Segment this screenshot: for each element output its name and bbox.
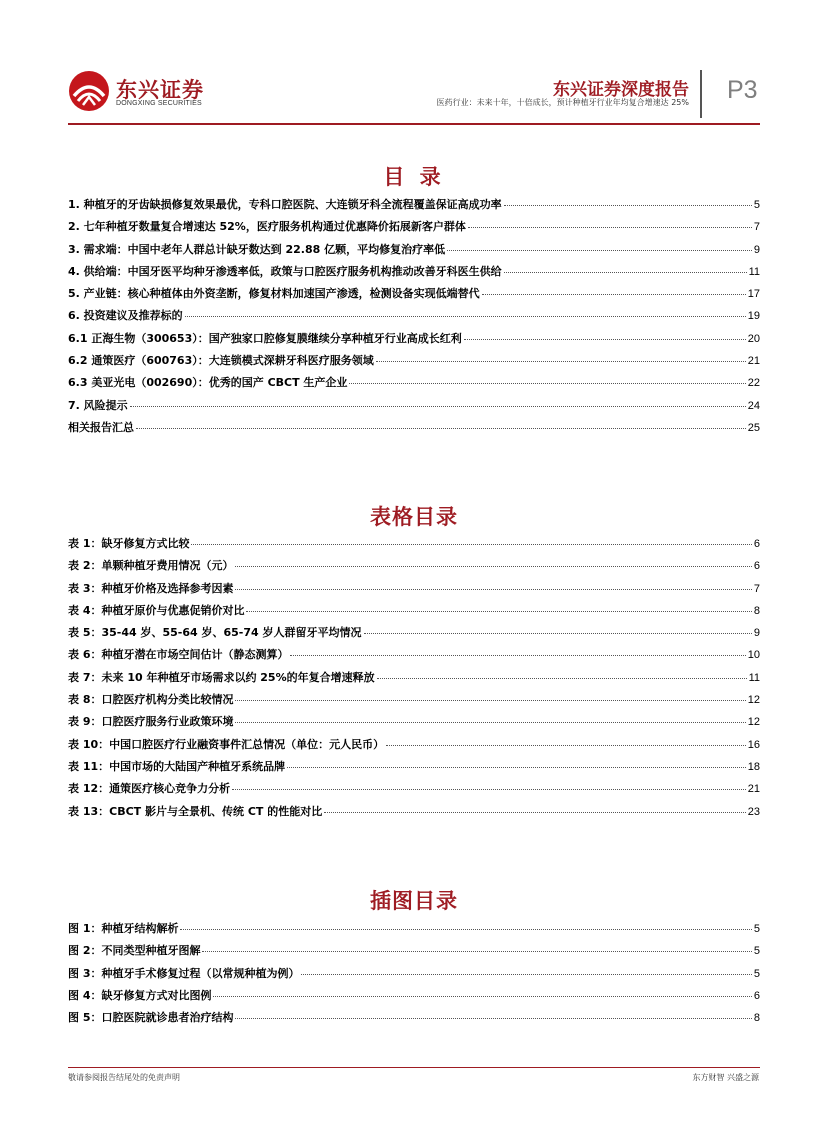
- company-name-cn: 东兴证券: [116, 78, 204, 102]
- toc-entry-text: 表 4：种植牙原价与优惠促销价对比: [68, 603, 245, 617]
- toc-entry-page: 23: [747, 805, 760, 818]
- toc-entry[interactable]: [68, 419, 760, 441]
- dot-leader: [377, 678, 747, 679]
- toc-entry-page: 21: [747, 783, 760, 796]
- toc-entry-text: 6.3 美亚光电（002690）：优秀的国产 CBCT 生产企业: [68, 376, 348, 390]
- toc-entry[interactable]: [68, 557, 760, 579]
- toc-entry-text: 表 12：通策医疗核心竞争力分析: [68, 782, 231, 796]
- tables-toc-title: 表格目录: [370, 505, 458, 529]
- toc-entry[interactable]: [68, 218, 760, 240]
- toc-entry-page: 12: [747, 716, 760, 729]
- toc-entry[interactable]: [68, 241, 760, 263]
- toc-entry[interactable]: [68, 920, 760, 942]
- report-title: 东兴证券深度报告: [553, 80, 689, 100]
- header-divider: [700, 70, 702, 118]
- footer-rule: [68, 1067, 760, 1068]
- toc-entry[interactable]: [68, 942, 760, 964]
- toc-entry-page: 5: [753, 199, 760, 211]
- dot-leader: [235, 1018, 751, 1019]
- toc-entry-text: 表 5：35-44 岁、55-64 岁、65-74 岁人群留牙平均情况: [68, 626, 362, 640]
- toc-entry-page: 6: [753, 538, 760, 550]
- toc-entry-page: 7: [753, 221, 760, 234]
- dot-leader: [185, 316, 746, 317]
- dot-leader: [180, 929, 751, 930]
- toc-entry-text: 6.2 通策医疗（600763）：大连锁模式深耕牙科医疗服务领域: [68, 354, 374, 368]
- header-rule: [68, 123, 760, 125]
- dot-leader: [301, 974, 751, 975]
- toc-entry-page: 6: [753, 989, 760, 1002]
- toc-entry-page: 10: [747, 649, 760, 662]
- toc-entry-text: 相关报告汇总: [68, 420, 134, 434]
- footer-slogan: 东方财智 兴盛之源: [692, 1073, 759, 1082]
- toc-entry[interactable]: [68, 602, 760, 624]
- toc-entry-text: 1. 种植牙的牙齿缺损修复效果最优，专科口腔医院、大连锁牙科全流程覆盖保证高成功率: [68, 198, 502, 211]
- dot-leader: [468, 227, 752, 228]
- toc-entry-page: 22: [747, 377, 760, 390]
- toc-entry[interactable]: [68, 374, 760, 396]
- toc-entry-text: 6. 投资建议及推荐标的: [68, 309, 183, 323]
- toc-list: [68, 196, 760, 441]
- dot-leader: [482, 294, 746, 295]
- toc-entry-page: 9: [753, 243, 760, 256]
- toc-entry-text: 表 3：种植牙价格及选择参考因素: [68, 581, 234, 595]
- toc-entry-text: 表 1：缺牙修复方式比较: [68, 537, 190, 550]
- toc-entry-text: 3. 需求端：中国中老年人群总计缺牙数达到 22.88 亿颗，平均修复治疗率低: [68, 242, 446, 256]
- dot-leader: [213, 996, 751, 997]
- toc-entry-page: 20: [747, 332, 760, 345]
- toc-entry-text: 表 9：口腔医疗服务行业政策环境: [68, 715, 234, 729]
- dot-leader: [349, 383, 745, 384]
- toc-entry-page: 8: [753, 604, 760, 617]
- toc-entry-page: 5: [753, 967, 760, 980]
- toc-entry-text: 图 2：不同类型种植牙图解: [68, 944, 201, 958]
- toc-entry-text: 图 4：缺牙修复方式对比图例: [68, 988, 212, 1002]
- toc-entry[interactable]: [68, 713, 760, 735]
- dot-leader: [324, 812, 746, 813]
- toc-entry-page: 16: [747, 738, 760, 751]
- toc-entry[interactable]: [68, 624, 760, 646]
- toc-entry[interactable]: [68, 397, 760, 419]
- toc-entry-text: 4. 供给端：中国牙医平均种牙渗透率低，政策与口腔医疗服务机构推动改善牙科医生供给: [68, 264, 502, 278]
- page-number: P3: [727, 76, 758, 104]
- toc-entry-text: 图 3：种植牙手术修复过程（以常规种植为例）: [68, 966, 300, 980]
- toc-entry-page: 19: [747, 310, 760, 323]
- toc-entry[interactable]: [68, 285, 760, 307]
- dot-leader: [191, 544, 751, 545]
- toc-entry-text: 图 1：种植牙结构解析: [68, 922, 179, 935]
- toc-title: 目 录: [383, 165, 445, 189]
- toc-entry-text: 表 6：种植牙潜在市场空间估计（静态测算）: [68, 648, 289, 662]
- toc-entry[interactable]: [68, 352, 760, 374]
- toc-entry-page: 6: [753, 560, 760, 573]
- toc-entry-page: 9: [753, 627, 760, 640]
- toc-entry-page: 25: [747, 421, 760, 434]
- dot-leader: [202, 951, 751, 952]
- toc-entry-page: 12: [747, 694, 760, 707]
- dot-leader: [464, 339, 746, 340]
- dot-leader: [136, 428, 746, 429]
- page-header: [0, 0, 827, 130]
- dongxing-logo-icon: [68, 70, 110, 112]
- toc-entry-text: 5. 产业链：核心种植体由外资垄断，修复材料加速国产渗透，检测设备实现低端替代: [68, 287, 480, 301]
- toc-entry-page: 24: [747, 399, 760, 412]
- dot-leader: [386, 745, 746, 746]
- dot-leader: [290, 655, 745, 656]
- toc-entry-text: 表 2：单颗种植牙费用情况（元）: [68, 559, 234, 573]
- toc-entry-text: 表 13：CBCT 影片与全景机、传统 CT 的性能对比: [68, 804, 323, 818]
- toc-entry-page: 5: [753, 923, 760, 935]
- dot-leader: [447, 250, 752, 251]
- toc-entry[interactable]: [68, 691, 760, 713]
- toc-entry[interactable]: [68, 736, 760, 758]
- dot-leader: [504, 205, 752, 206]
- toc-entry[interactable]: [68, 646, 760, 668]
- tables-toc-list: [68, 535, 760, 825]
- toc-entry[interactable]: [68, 330, 760, 352]
- disclaimer-note: 敬请参阅报告结尾处的免责声明: [68, 1073, 180, 1082]
- toc-entry-page: 17: [747, 288, 760, 301]
- toc-entry[interactable]: [68, 669, 760, 691]
- toc-entry-page: 8: [753, 1012, 760, 1025]
- dot-leader: [130, 406, 746, 407]
- toc-entry[interactable]: [68, 780, 760, 802]
- toc-entry[interactable]: [68, 307, 760, 329]
- toc-entry[interactable]: [68, 987, 760, 1009]
- dot-leader: [235, 722, 745, 723]
- dot-leader: [504, 272, 747, 273]
- dot-leader: [364, 633, 752, 634]
- toc-entry-page: 5: [753, 945, 760, 958]
- dot-leader: [246, 611, 751, 612]
- dot-leader: [232, 789, 746, 790]
- toc-entry-page: 11: [748, 265, 760, 278]
- toc-entry-text: 表 11：中国市场的大陆国产种植牙系统品牌: [68, 759, 286, 773]
- toc-entry-text: 2. 七年种植牙数量复合增速达 52%，医疗服务机构通过优惠降价拓展新客户群体: [68, 220, 466, 234]
- toc-entry[interactable]: [68, 263, 760, 285]
- toc-entry[interactable]: [68, 758, 760, 780]
- toc-entry-text: 表 7：未来 10 年种植牙市场需求以约 25%的年复合增速释放: [68, 670, 375, 684]
- toc-entry[interactable]: [68, 803, 760, 825]
- toc-entry[interactable]: [68, 1009, 760, 1031]
- figures-toc-list: [68, 920, 760, 1031]
- dot-leader: [235, 566, 751, 567]
- toc-entry[interactable]: [68, 196, 760, 218]
- toc-entry[interactable]: [68, 965, 760, 987]
- toc-entry-text: 6.1 正海生物（300653）：国产独家口腔修复膜继续分享种植牙行业高成长红利: [68, 331, 462, 345]
- figures-toc-title: 插图目录: [370, 889, 458, 913]
- dot-leader: [376, 361, 746, 362]
- toc-entry-page: 21: [747, 355, 760, 368]
- toc-entry[interactable]: [68, 535, 760, 557]
- toc-entry-page: 7: [753, 582, 760, 595]
- toc-entry-page: 11: [748, 671, 760, 684]
- report-subtitle: 医药行业：未来十年，十倍成长，预计种植牙行业年均复合增速达 25%: [436, 98, 689, 107]
- toc-entry-text: 7. 风险提示: [68, 398, 128, 412]
- toc-entry-page: 18: [747, 760, 760, 773]
- dot-leader: [235, 589, 751, 590]
- toc-entry-text: 表 8：口腔医疗机构分类比较情况: [68, 693, 234, 707]
- dot-leader: [235, 700, 745, 701]
- toc-entry-text: 表 10：中国口腔医疗行业融资事件汇总情况（单位：元人民币）: [68, 737, 385, 751]
- toc-entry[interactable]: [68, 580, 760, 602]
- toc-entry-text: 图 5：口腔医院就诊患者治疗结构: [68, 1011, 234, 1025]
- company-name-en: DONGXING SECURITIES: [116, 100, 202, 107]
- dot-leader: [287, 767, 746, 768]
